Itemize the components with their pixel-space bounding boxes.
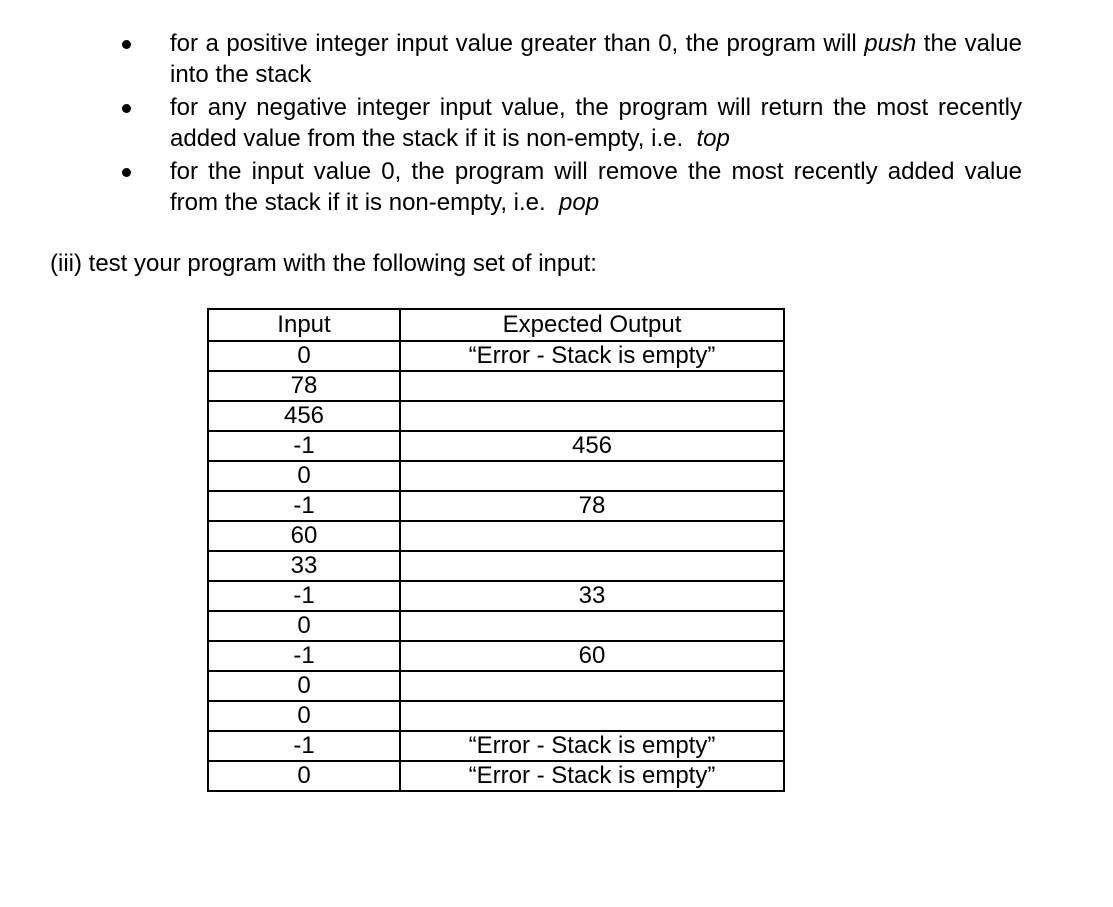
cell-input: 60 xyxy=(208,521,400,551)
cell-input: 0 xyxy=(208,761,400,791)
bullet-text-end: the value into the stack xyxy=(170,30,1022,88)
bullet-emphasis: push xyxy=(864,30,917,57)
table-row xyxy=(208,641,784,671)
table-row xyxy=(208,401,784,431)
cell-expected-output xyxy=(400,371,784,401)
cell-input: -1 xyxy=(208,581,400,611)
table-row xyxy=(208,461,784,491)
cell-expected-output xyxy=(400,671,784,701)
bullet-dot xyxy=(122,168,131,177)
cell-expected-output xyxy=(400,401,784,431)
bullet-text: for a positive integer input value greater than 0, the program will xyxy=(170,30,865,57)
cell-input: 0 xyxy=(208,461,400,491)
cell-expected-output xyxy=(400,521,784,551)
bullet-text: for the input value 0, the program will remove the most recently added value from the stack if it is non-empty, i.e. xyxy=(170,158,1029,216)
bullet-dot xyxy=(122,104,131,113)
bullet-list xyxy=(0,28,1113,220)
cell-expected-output xyxy=(400,701,784,731)
cell-expected-output: 33 xyxy=(400,581,784,611)
table-row xyxy=(208,671,784,701)
table-row xyxy=(208,521,784,551)
cell-expected-output: “Error - Stack is empty” xyxy=(400,761,784,791)
cell-input: 78 xyxy=(208,371,400,401)
cell-expected-output: “Error - Stack is empty” xyxy=(400,731,784,761)
table-row xyxy=(208,341,784,371)
cell-input: -1 xyxy=(208,731,400,761)
header-input: Input xyxy=(208,309,400,341)
cell-input: 456 xyxy=(208,401,400,431)
table-row xyxy=(208,431,784,461)
cell-input: -1 xyxy=(208,641,400,671)
table-row xyxy=(208,581,784,611)
table-row xyxy=(208,731,784,761)
cell-input: 33 xyxy=(208,551,400,581)
cell-expected-output: 78 xyxy=(400,491,784,521)
table-row xyxy=(208,701,784,731)
header-expected-output: Expected Output xyxy=(400,309,784,341)
bullet-text: for any negative integer input value, the program will return the most recently added value from the stack if it is non-empty, i.e. xyxy=(170,94,1029,152)
cell-expected-output xyxy=(400,551,784,581)
table-header-row xyxy=(208,309,784,341)
cell-input: 0 xyxy=(208,341,400,371)
cell-input: 0 xyxy=(208,701,400,731)
cell-input: 0 xyxy=(208,671,400,701)
table-body xyxy=(208,341,784,791)
cell-input: -1 xyxy=(208,431,400,461)
cell-input: -1 xyxy=(208,491,400,521)
table-row xyxy=(208,371,784,401)
test-instruction: (iii) test your program with the following set of input: xyxy=(50,250,597,277)
bullet-dot xyxy=(122,40,131,49)
cell-expected-output: “Error - Stack is empty” xyxy=(400,341,784,371)
bullet-item-push xyxy=(0,28,1022,90)
table-row xyxy=(208,761,784,791)
cell-expected-output: 456 xyxy=(400,431,784,461)
table-row xyxy=(208,611,784,641)
bullet-item-top xyxy=(0,92,1029,154)
cell-input: 0 xyxy=(208,611,400,641)
bullet-item-pop xyxy=(0,156,1029,218)
cell-expected-output xyxy=(400,611,784,641)
cell-expected-output xyxy=(400,461,784,491)
cell-expected-output: 60 xyxy=(400,641,784,671)
bullet-emphasis: top xyxy=(696,125,730,152)
bullet-emphasis: pop xyxy=(559,189,600,216)
table-row xyxy=(208,551,784,581)
table-row xyxy=(208,491,784,521)
test-table xyxy=(207,308,785,792)
